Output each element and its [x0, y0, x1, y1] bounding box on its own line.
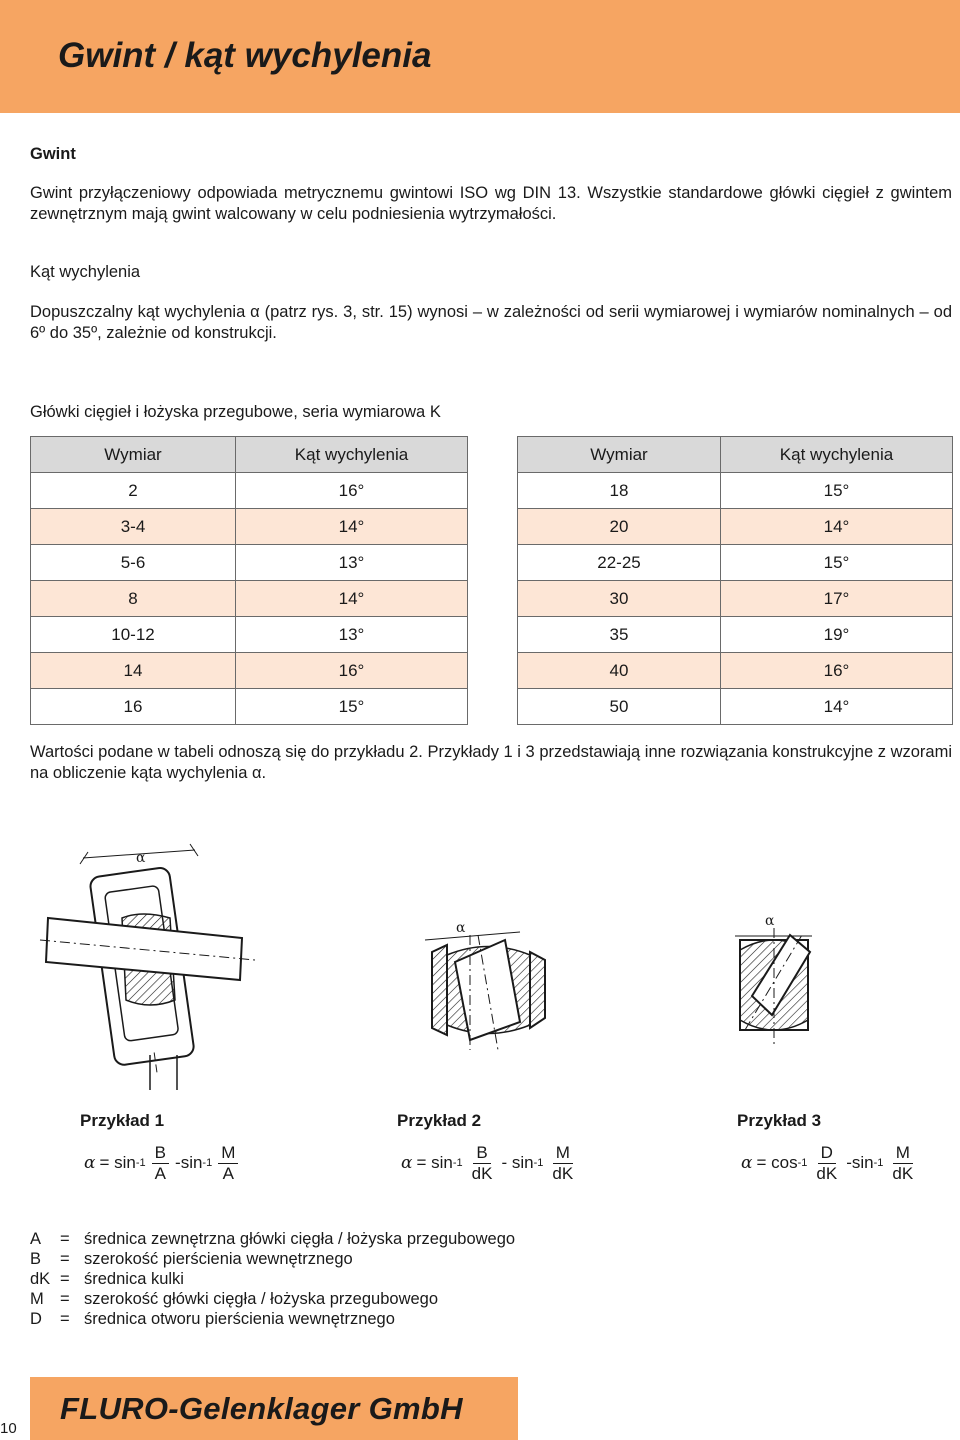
fraction: [218, 1143, 238, 1184]
angle-cell: 14°: [236, 509, 468, 545]
size-cell: 35: [518, 617, 721, 653]
size-cell: 3-4: [31, 509, 236, 545]
example-1-drawing: [40, 844, 255, 1090]
size-cell: 10-12: [31, 617, 236, 653]
page-title: Gwint / kąt wychylenia: [58, 36, 432, 75]
denominator: A: [222, 1163, 234, 1183]
legend-symbol: D: [30, 1310, 42, 1328]
numerator: B: [473, 1143, 490, 1164]
angle-cell: 15°: [721, 545, 953, 581]
table-row: [518, 617, 953, 653]
table-row: [31, 689, 468, 725]
example-1-title: Przykład 1: [80, 1111, 165, 1130]
table-row: [31, 653, 468, 689]
legend-description: średnica otworu pierścienia wewnętrznego: [84, 1310, 395, 1328]
legend-equals: =: [60, 1310, 70, 1328]
numerator: B: [152, 1143, 169, 1164]
fraction: [152, 1143, 169, 1184]
legend-row: [30, 1269, 515, 1289]
legend-description: szerokość główki cięgła / łożyska przegubowego: [84, 1290, 439, 1308]
table-header-size: Wymiar: [31, 437, 236, 473]
fraction: [813, 1143, 840, 1184]
alpha-symbol: α: [741, 1153, 753, 1173]
thread-heading: Gwint: [30, 145, 76, 163]
table-row: [518, 545, 953, 581]
size-cell: 5-6: [31, 545, 236, 581]
numerator: M: [553, 1143, 573, 1164]
angle-cell: 14°: [721, 689, 953, 725]
angle-cell: 13°: [236, 545, 468, 581]
size-cell: 40: [518, 653, 721, 689]
alpha-label-1: α: [136, 850, 146, 866]
function-name: sin: [511, 1153, 534, 1172]
size-cell: 50: [518, 689, 721, 725]
angle-cell: 17°: [721, 581, 953, 617]
table-note: Wartości podane w tabeli odnoszą się do przykładu 2. Przykłady 1 i 3 przedstawiają inne rozwiązania konstrukcyjne z wzorami na obliczenie kąta wychylenia α.: [30, 743, 952, 782]
angle-table-left: [30, 436, 468, 725]
size-cell: 8: [31, 581, 236, 617]
function-name: cos: [771, 1153, 798, 1172]
angle-cell: 15°: [236, 689, 468, 725]
alpha-symbol: α: [84, 1153, 96, 1173]
table-row: [518, 473, 953, 509]
legend-equals: =: [60, 1290, 70, 1308]
legend-description: średnica zewnętrzna główki cięgła / łożyska przegubowego: [84, 1230, 516, 1248]
thread-paragraph: Gwint przyłączeniowy odpowiada metrycznemu gwintowi ISO wg DIN 13. Wszystkie standardowe główki cięgieł z gwintem zewnętrznym mają gwint walcowany w celu podniesienia wytrzymałości.: [30, 184, 952, 223]
symbol-legend: [30, 1229, 515, 1329]
angle-cell: 16°: [721, 653, 953, 689]
legend-description: średnica kulki: [84, 1270, 184, 1288]
table-row: [31, 509, 468, 545]
legend-row: [30, 1309, 515, 1329]
size-cell: 30: [518, 581, 721, 617]
alpha-label-3: α: [765, 913, 775, 929]
size-cell: 14: [31, 653, 236, 689]
fraction: [549, 1143, 576, 1184]
table-header-angle: Kąt wychylenia: [236, 437, 468, 473]
company-logo-text: FLURO-Gelenklager GmbH: [60, 1391, 463, 1426]
legend-symbol: M: [30, 1290, 44, 1308]
numerator: D: [818, 1143, 836, 1164]
size-cell: 22-25: [518, 545, 721, 581]
equals-sign: =: [99, 1153, 110, 1172]
denominator: A: [154, 1163, 167, 1183]
exponent: -1: [533, 1157, 544, 1169]
size-cell: 2: [31, 473, 236, 509]
exponent: -1: [873, 1157, 884, 1169]
table-row: [518, 653, 953, 689]
numerator: M: [893, 1143, 913, 1164]
table-row: [31, 617, 468, 653]
legend-symbol: B: [30, 1250, 42, 1268]
legend-symbol: A: [30, 1230, 42, 1248]
table-caption: Główki cięgieł i łożyska przegubowe, seria wymiarowa K: [30, 403, 441, 421]
size-cell: 16: [31, 689, 236, 725]
example-3-title: Przykład 3: [737, 1111, 822, 1130]
table-row: [518, 509, 953, 545]
example-1-formula: [84, 1140, 244, 1186]
example-2-drawing: [425, 932, 545, 1050]
angle-cell: 15°: [721, 473, 953, 509]
angle-cell: 14°: [236, 581, 468, 617]
denominator: dK: [816, 1163, 838, 1183]
alpha-symbol: α: [401, 1153, 413, 1173]
example-3-drawing: [735, 928, 812, 1045]
table-row: [31, 473, 468, 509]
legend-equals: =: [60, 1270, 70, 1288]
exponent: -1: [202, 1157, 213, 1169]
example-3-formula: [741, 1140, 922, 1186]
example-2-title: Przykład 2: [397, 1111, 482, 1130]
function-name: sin: [114, 1153, 136, 1172]
size-cell: 20: [518, 509, 721, 545]
table-row: [518, 689, 953, 725]
operator: -: [175, 1153, 181, 1172]
denominator: dK: [892, 1163, 914, 1183]
legend-row: [30, 1249, 515, 1269]
legend-row: [30, 1289, 515, 1309]
table-row: [31, 545, 468, 581]
angle-cell: 16°: [236, 653, 468, 689]
numerator: M: [218, 1143, 238, 1164]
angle-table-right: [517, 436, 953, 725]
function-name: sin: [180, 1153, 203, 1172]
table-row: [31, 581, 468, 617]
exponent: -1: [797, 1157, 808, 1169]
legend-description: szerokość pierścienia wewnętrznego: [84, 1250, 353, 1268]
legend-symbol: dK: [30, 1270, 51, 1288]
table-header-size: Wymiar: [518, 437, 721, 473]
table-header-angle: Kąt wychylenia: [721, 437, 953, 473]
angle-cell: 13°: [236, 617, 468, 653]
legend-equals: =: [60, 1230, 70, 1248]
alpha-label-2: α: [456, 920, 466, 936]
function-name: sin: [851, 1153, 874, 1172]
operator: -: [846, 1153, 852, 1172]
angle-cell: 19°: [721, 617, 953, 653]
fraction: [889, 1143, 916, 1184]
exponent: -1: [135, 1157, 146, 1169]
denominator: dK: [552, 1163, 574, 1183]
example-2-formula: [401, 1140, 582, 1186]
angle-cell: 16°: [236, 473, 468, 509]
legend-equals: =: [60, 1250, 70, 1268]
function-name: sin: [431, 1153, 453, 1172]
denominator: dK: [471, 1163, 493, 1183]
angle-cell: 14°: [721, 509, 953, 545]
page-number: 10: [0, 1420, 17, 1437]
fraction: [469, 1143, 496, 1184]
angle-heading: Kąt wychylenia: [30, 263, 141, 281]
exponent: -1: [452, 1157, 463, 1169]
angle-paragraph: Dopuszczalny kąt wychylenia α (patrz rys. 3, str. 15) wynosi – w zależności od serii wymiarowej i wymiarów nominalnych – od 6º do 35º, zależnie od konstrukcji.: [30, 303, 952, 342]
legend-row: [30, 1229, 515, 1249]
size-cell: 18: [518, 473, 721, 509]
table-row: [518, 581, 953, 617]
tilt-angle-figures: [0, 830, 960, 1100]
equals-sign: =: [756, 1153, 767, 1172]
operator: -: [501, 1153, 508, 1172]
equals-sign: =: [416, 1153, 427, 1172]
